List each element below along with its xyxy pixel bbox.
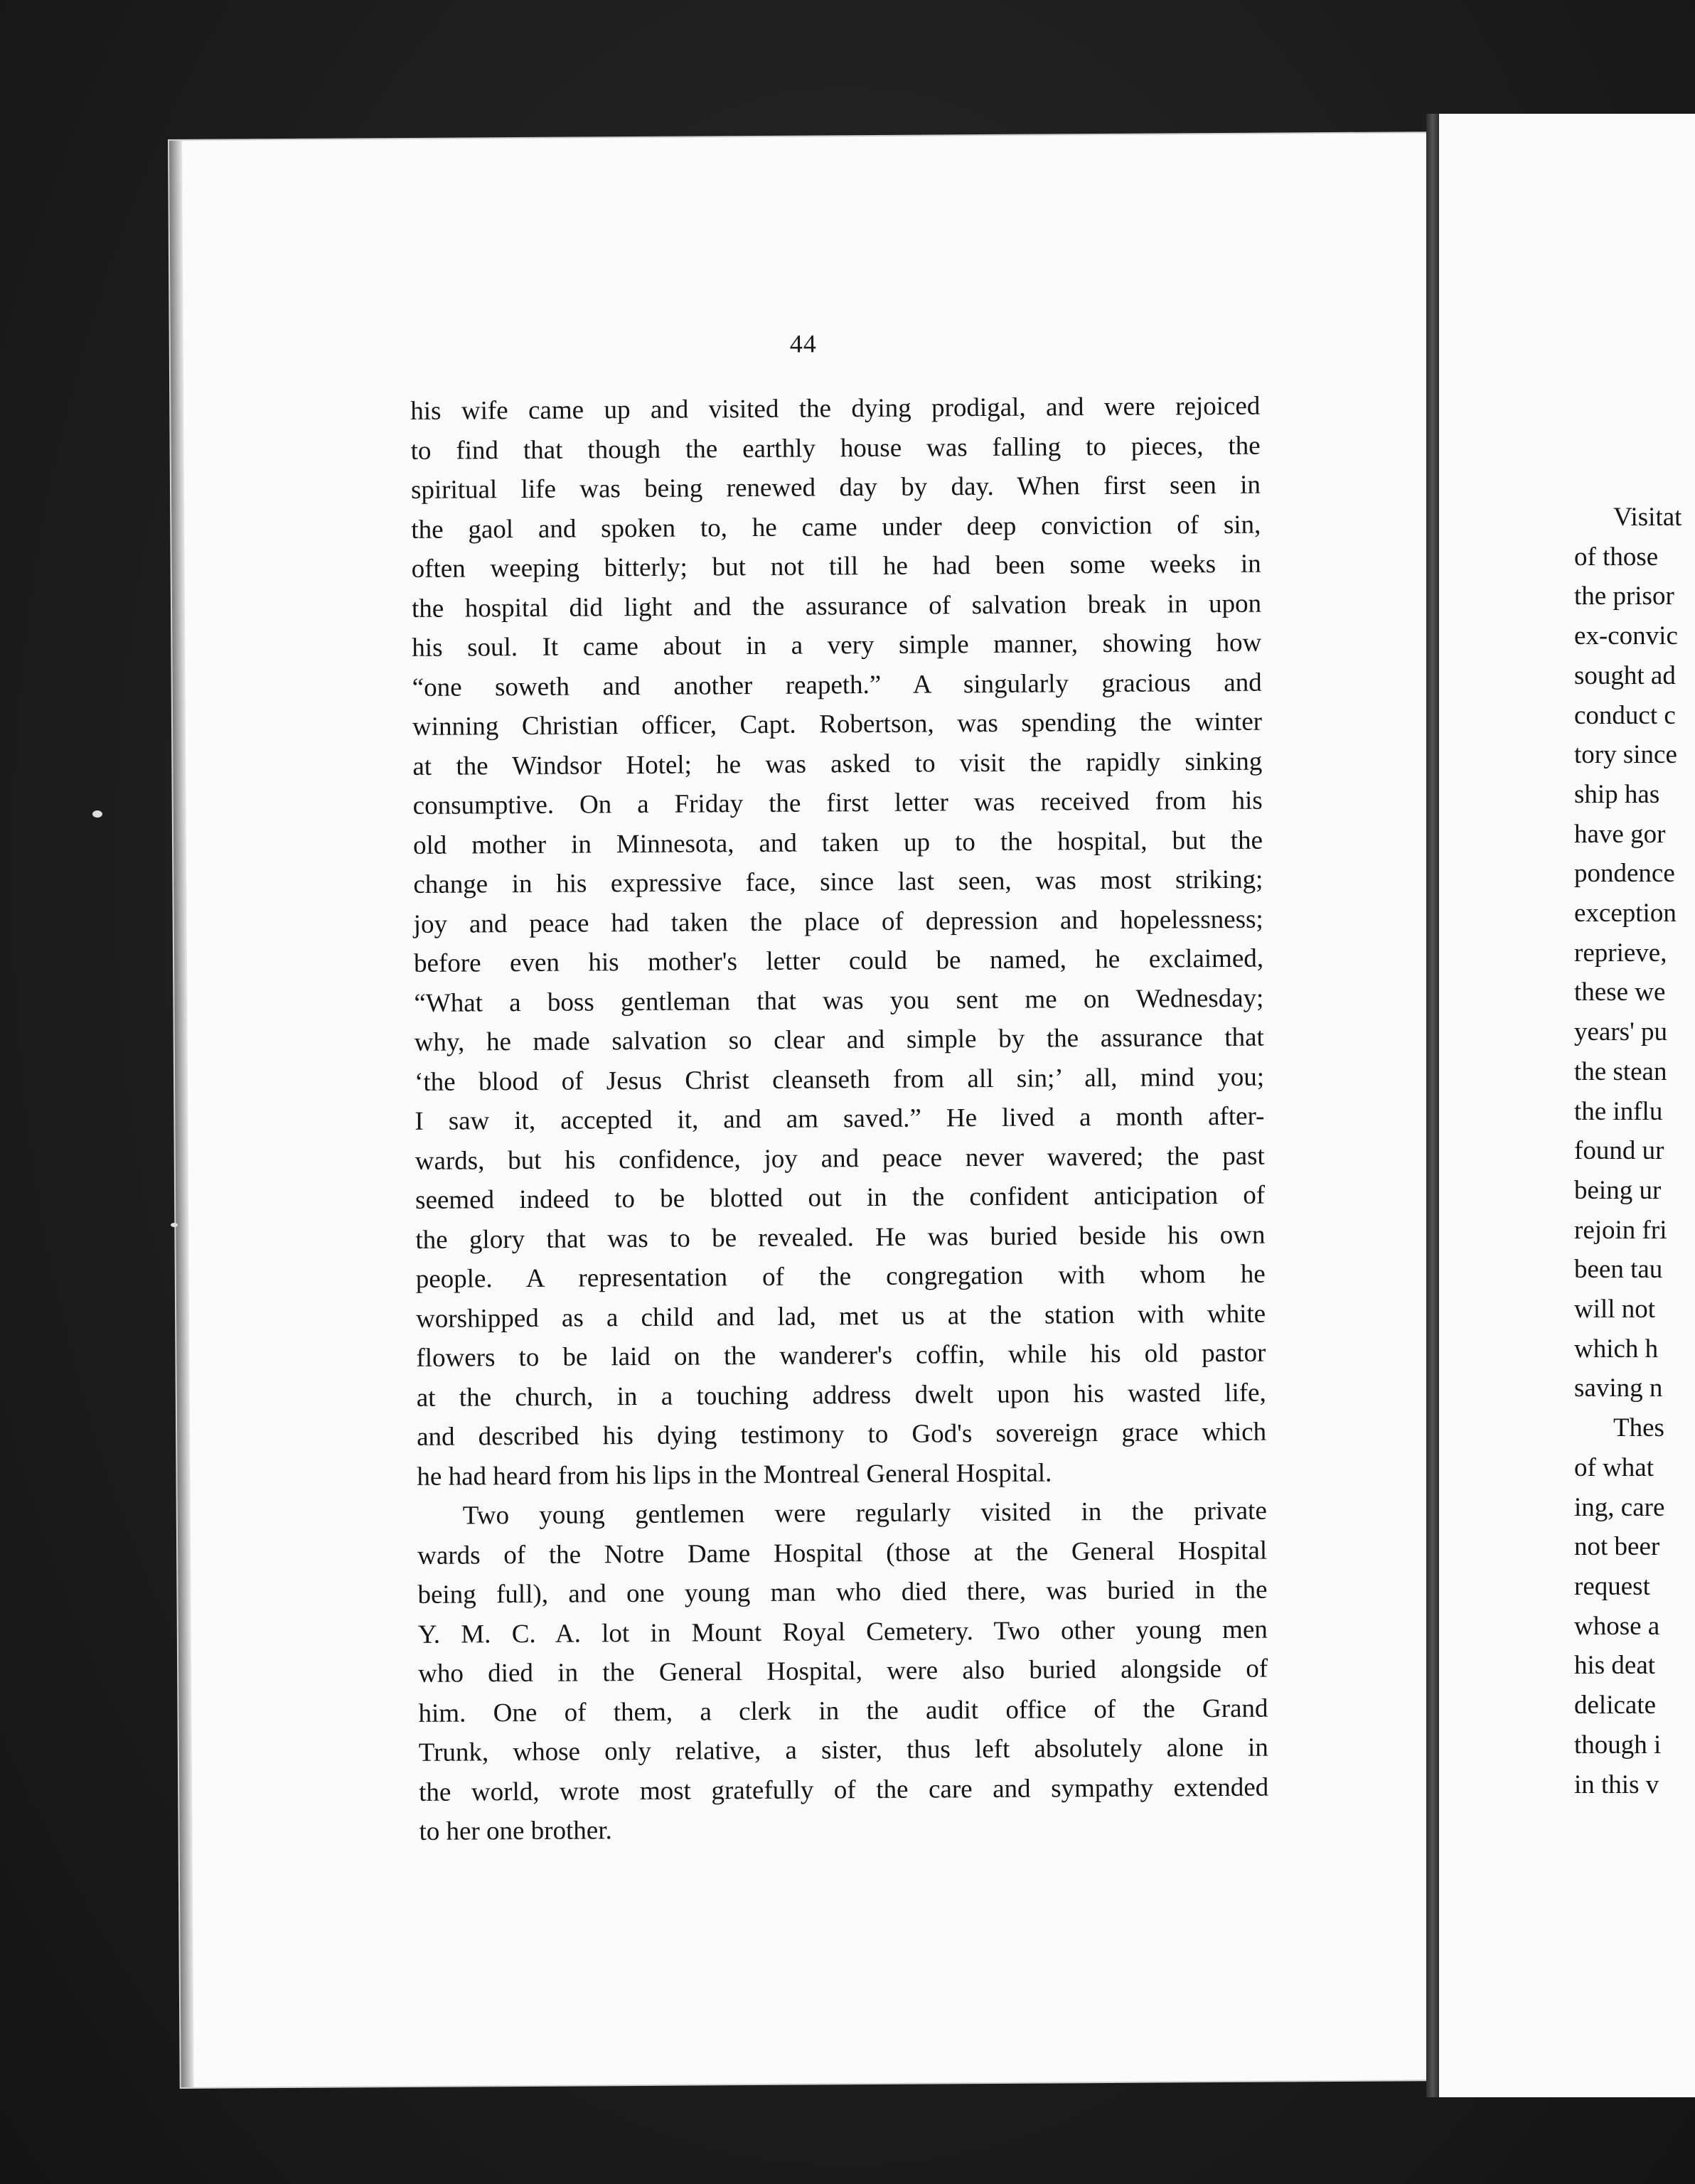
page-number: 44 <box>789 329 817 358</box>
text-line: though i <box>1574 1730 1662 1760</box>
text-line: the glory that was to be revealed. He was buried beside his own <box>415 1220 1266 1255</box>
text-line: his deat <box>1574 1651 1656 1681</box>
text-line: him. One of them, a clerk in the audit office of the Grand <box>418 1693 1268 1728</box>
dust-speck <box>171 1223 178 1227</box>
text-line: who died in the General Hospital, were also buried alongside of <box>418 1654 1268 1688</box>
text-line: ex-convic <box>1574 621 1678 651</box>
text-line: found ur <box>1574 1136 1664 1166</box>
text-line: at the church, in a touching address dwelt upon his wasted life, <box>416 1378 1266 1413</box>
text-line: change in his expressive face, since last seen, was most striking; <box>413 864 1263 899</box>
text-line: and described his dying testimony to God's sovereign grace which <box>417 1417 1267 1452</box>
text-line: these we <box>1574 978 1666 1007</box>
text-line: his soul. It came about in a very simple manner, showing how <box>412 628 1262 663</box>
text-line: before even his mother's letter could be named, he exclaimed, <box>413 943 1264 978</box>
text-line: seemed indeed to be blotted out in the confident anticipation of <box>415 1180 1266 1215</box>
text-line: years' pu <box>1574 1017 1667 1047</box>
text-line: tory since <box>1574 740 1677 770</box>
text-line: delicate <box>1574 1691 1657 1720</box>
text-line: the influ <box>1574 1096 1663 1126</box>
text-line: spiritual life was being renewed day by day. When first seen in <box>410 470 1261 505</box>
text-line: Visitat <box>1613 503 1682 532</box>
text-line: Thes <box>1613 1413 1664 1443</box>
text-line: people. A representation of the congregation with whom he <box>415 1259 1266 1294</box>
text-line: have gor <box>1574 819 1666 849</box>
text-line: joy and peace had taken the place of depression and hopelessness; <box>413 904 1263 939</box>
text-line: Two young gentlemen were regularly visited in the private <box>462 1496 1267 1531</box>
text-line: sought ad <box>1574 660 1676 690</box>
text-line: I saw it, accepted it, and am saved.” He lived a month after- <box>415 1101 1265 1136</box>
text-line: being ur <box>1574 1175 1662 1205</box>
right-page-text <box>1574 498 1681 1804</box>
text-line: often weeping bitterly; but not till he had been some weeks in <box>411 549 1261 584</box>
text-line: the hospital did light and the assurance of salvation break in upon <box>411 589 1262 623</box>
text-line: which h <box>1574 1334 1659 1364</box>
text-line: Y. M. C. A. lot in Mount Royal Cemetery. Two other young men <box>417 1615 1268 1649</box>
text-line: at the Windsor Hotel; he was asked to visit the rapidly sinking <box>412 746 1263 781</box>
dust-speck <box>92 810 102 818</box>
text-line: to find that though the earthly house was falling to pieces, the <box>410 431 1261 466</box>
text-line: reprieve, <box>1574 938 1667 968</box>
text-line: not beer <box>1574 1532 1660 1562</box>
text-line: the prisor <box>1574 582 1674 611</box>
text-line: conduct c <box>1574 700 1676 730</box>
text-line: consumptive. On a Friday the first letter was received from his <box>412 786 1263 820</box>
text-line: why, he made salvation so clear and simple by the assurance that <box>414 1022 1264 1057</box>
text-line: Trunk, whose only relative, a sister, thus left absolutely alone in <box>418 1733 1268 1767</box>
text-line: of what <box>1574 1452 1654 1482</box>
left-page <box>169 133 1447 2087</box>
text-line: rejoin fri <box>1574 1215 1667 1245</box>
right-page <box>1439 114 1695 2097</box>
text-line: of those <box>1574 542 1659 572</box>
text-line: the gaol and spoken to, he came under deep conviction of sin, <box>411 510 1261 545</box>
book-gutter <box>1426 114 1439 2097</box>
text-line: he had heard from his lips in the Montreal General Hospital. <box>417 1457 1052 1492</box>
paragraph <box>417 1492 1269 1852</box>
text-line: “What a boss gentleman that was you sent me on Wednesday; <box>414 983 1264 1018</box>
paragraph <box>410 387 1266 1497</box>
text-line: worshipped as a child and lad, met us at the station with white <box>416 1299 1266 1334</box>
text-line: his wife came up and visited the dying prodigal, and were rejoiced <box>410 391 1261 426</box>
text-line: in this v <box>1574 1770 1659 1799</box>
text-line: exception <box>1574 899 1677 928</box>
text-line: old mother in Minnesota, and taken up to the hospital, but the <box>412 825 1263 860</box>
text-line: been tau <box>1574 1255 1663 1285</box>
text-line: the world, wrote most gratefully of the care and sympathy extended <box>419 1772 1269 1807</box>
text-line: ‘the blood of Jesus Christ cleanseth from all sin;’ all, mind you; <box>414 1062 1265 1097</box>
text-line: flowers to be laid on the wanderer's coffin, while his old pastor <box>416 1338 1266 1373</box>
text-line: being full), and one young man who died there, was buried in the <box>417 1575 1268 1610</box>
text-line: to her one brother. <box>419 1816 612 1846</box>
text-line: saving n <box>1574 1374 1663 1403</box>
text-line: ing, care <box>1574 1492 1665 1522</box>
text-line: ship has <box>1574 779 1660 809</box>
text-line: wards of the Notre Dame Hospital (those at the General Hospital <box>417 1536 1268 1570</box>
text-line: winning Christian officer, Capt. Robertson, was spending the winter <box>412 707 1263 742</box>
text-line: request <box>1574 1571 1650 1601</box>
body-text <box>410 387 1269 1852</box>
text-line: pondence <box>1574 859 1675 889</box>
text-line: will not <box>1574 1295 1656 1324</box>
text-line: “one soweth and another reapeth.” A singularly gracious and <box>412 668 1262 702</box>
text-line: wards, but his confidence, joy and peace never wavered; the past <box>415 1141 1265 1176</box>
text-line: the stean <box>1574 1056 1667 1086</box>
text-line: whose a <box>1574 1611 1660 1641</box>
